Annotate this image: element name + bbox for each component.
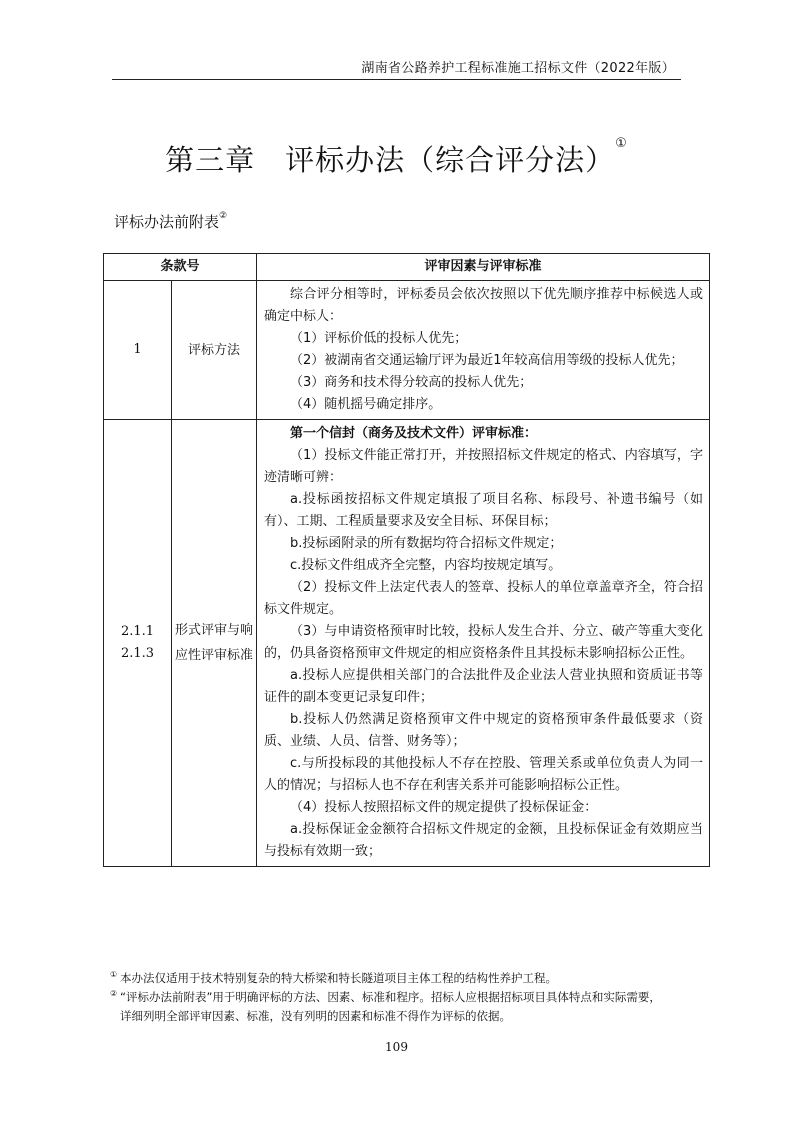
criteria-line: c.投标文件组成齐全完整，内容均按规定填写。 [290,558,562,573]
criteria-line: a.投标保证金金额符合招标文件规定的金额，且投标保证金有效期应当与投标有效期一致； [264,822,703,859]
clause-factor: 形式评审与响应性评审标准 [172,420,257,867]
criteria-line: （3）与申请资格预审时比较，投标人发生合并、分立、破产等重大变化的，仍具备资格预审文件规定的相应资格条件且其投标未影响招标公正性。 [264,624,703,661]
criteria-line: （1）评标价低的投标人优先； [290,331,468,346]
footnote-2-continuation: 详细列明全部评审因素、标准，没有列明的因素和标准不得作为评标的依据。 [120,1009,511,1023]
footnote-1 [110,969,661,988]
footnote-1-text: 本办法仅适用于技术特别复杂的特大桥梁和特长隧道项目主体工程的结构性养护工程。 [120,971,557,985]
clause-number: 1 [104,281,172,420]
criteria-line: a.投标函按招标文件规定填报了项目名称、标段号、补遗书编号（如有）、工期、工程质量要求及安全目标、环保目标； [264,492,703,529]
footnote-1-mark: ① [110,970,118,979]
clause-number [104,420,172,867]
page-number: 109 [385,1040,408,1054]
attachment-title [114,211,227,232]
criteria-line: c.与所投标段的其他投标人不存在控股、管理关系或单位负责人为同一人的情况；与招标人也不存在利害关系并可能影响招标公正性。 [264,756,703,793]
clause-criteria [257,281,710,420]
criteria-line: （2）被湖南省交通运输厅评为最近1年较高信用等级的投标人优先； [290,353,684,368]
criteria-heading: 第一个信封（商务及技术文件）评审标准： [290,426,538,441]
attachment-title-text: 评标办法前附表 [114,213,220,231]
chapter-title-text: 第三章 评标办法（综合评分法） [165,143,616,177]
criteria-line: b.投标人仍然满足资格预审文件中规定的资格预审条件最低要求（资质、业绩、人员、信誉、财务等）； [264,712,703,749]
attachment-footnote-mark: ② [219,211,228,221]
criteria-line: （1）投标文件能正常打开，并按照招标文件规定的格式、内容填写，字迹清晰可辨： [264,448,703,485]
clause-criteria [257,420,710,867]
chapter-title [0,138,793,179]
criteria-line: b.投标函附录的所有数据均符合招标文件规定； [290,536,563,551]
header-criteria: 评审因素与评审标准 [257,254,710,281]
criteria-line: （2）投标文件上法定代表人的签章、投标人的单位章盖章齐全，符合招标文件规定。 [264,580,703,617]
footnotes [110,969,661,1026]
criteria-line: （4）随机摇号确定排序。 [290,397,442,412]
header-rule [112,79,681,80]
clause-number-end: 2.1.3 [120,646,155,661]
criteria-line: （4）投标人按照招标文件的规定提供了投标保证金： [290,800,598,815]
clause-number-start: 2.1.1 [120,624,155,639]
table-header-row [104,254,710,281]
criteria-line: 综合评分相等时，评标委员会依次按照以下优先顺序推荐中标候选人或确定中标人： [264,287,703,324]
footnote-2-text: “评标办法前附表”用于明确评标的方法、因素、标准和程序。招标人应根据招标项目具体特点和实际需要， [120,990,661,1004]
table-row [104,420,710,867]
table-row [104,281,710,420]
criteria-line: a.投标人应提供相关部门的合法批件及企业法人营业执照和资质证书等证件的副本变更记录复印件； [264,668,703,705]
clause-factor: 评标方法 [172,281,257,420]
header-clause-number: 条款号 [104,254,257,281]
criteria-line: （3）商务和技术得分较高的投标人优先； [290,375,533,390]
chapter-footnote-mark: ① [615,136,628,151]
evaluation-table [103,253,710,867]
footnote-2 [110,988,661,1007]
running-header: 湖南省公路养护工程标准施工招标文件（2022年版） [361,61,675,76]
footnote-2-mark: ② [110,989,118,998]
